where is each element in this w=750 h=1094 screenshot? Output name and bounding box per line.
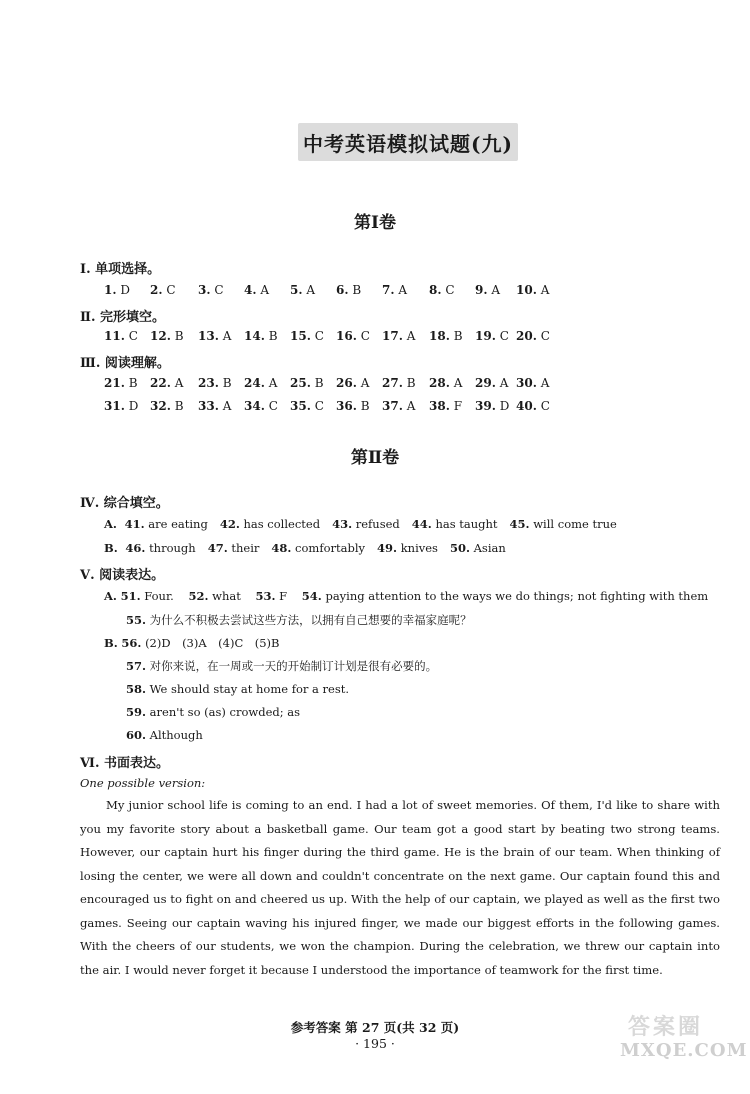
q60-answer: Although: [149, 728, 203, 742]
question-number: 23.: [198, 376, 219, 390]
watermark-site: MXQE.COM: [620, 1040, 748, 1061]
section-5-heading: Ⅴ. 阅读表达。: [80, 568, 165, 583]
question-number: 33.: [198, 399, 219, 413]
answer-choice: B: [453, 329, 463, 343]
answer-cell: [429, 376, 462, 390]
answer-choice: C: [540, 399, 550, 413]
question-number: 39.: [475, 399, 496, 413]
answer-cell: [198, 399, 231, 413]
v-a-label: A.: [104, 589, 117, 603]
answer-cell: [104, 329, 138, 343]
q52-answer: what: [212, 589, 241, 603]
q53-number: 53.: [255, 589, 276, 603]
answer-cell: [475, 329, 509, 343]
fill-item: [220, 517, 320, 531]
question-number: 29.: [475, 376, 496, 390]
answer-cell: [382, 329, 415, 343]
answer-choice: A: [306, 283, 316, 297]
q57-number: 57.: [126, 659, 147, 673]
fill-item: [510, 517, 617, 531]
q51-answer: Four.: [144, 589, 174, 603]
q54-answer: paying attention to the ways we do things; not fighting with them: [325, 589, 709, 603]
answer-choice: C: [214, 283, 224, 297]
question-number: 32.: [150, 399, 171, 413]
watermark-logo-cn: 答案圈: [628, 1014, 704, 1040]
q55-answer: 为什么不积极去尝试这些方法，以拥有自己想要的幸福家庭呢？: [149, 613, 472, 627]
answer-cell: [104, 283, 130, 297]
fill-item: [377, 541, 438, 555]
q59-answer: aren't so (as) crowded; as: [149, 705, 301, 719]
answer-choice: A: [260, 283, 270, 297]
question-number: 45.: [509, 517, 530, 531]
question-number: 28.: [429, 376, 450, 390]
question-number: 5.: [290, 283, 303, 297]
question-number: 44.: [411, 517, 432, 531]
answer-choice: A: [491, 283, 501, 297]
answer-choice: A: [222, 329, 232, 343]
iv-a-items: [121, 517, 617, 531]
answer-choice: C: [445, 283, 455, 297]
question-number: 35.: [290, 399, 311, 413]
q52-number: 52.: [188, 589, 209, 603]
question-number: 6.: [336, 283, 349, 297]
page-title: 中考英语模拟试题(九): [298, 123, 518, 161]
fill-item: [271, 541, 365, 555]
answer-choice: C: [540, 329, 550, 343]
answer-cell: [336, 376, 369, 390]
answer-choice: D: [120, 283, 130, 297]
essay-text: My junior school life is coming to an end. I had a lot of sweet memories. Of them, I'd like to share with you my favorite story about a basketball game. Our team got a good start by beating two strong teams. However, our captain hurt his finger during the third game. He is the brain of our team. When thinking of losing the center, we were all down and couldn't concentrate on the next game. Our captain found this and encouraged us to fight on and cheered us up. With the help of our captain, we played as well as the first two games. Seeing our captain waving his injured finger, we made our biggest efforts in the following games. With the cheers of our students, we won the champion. During the celebration, we threw our captain into the air. I would never forget it because I understood the importance of teamwork for the first time.: [80, 798, 720, 977]
footer-reference: 参考答案 第 27 页(共 32 页): [290, 1020, 460, 1035]
answer-cell: [244, 283, 269, 297]
fill-answer: comfortably: [295, 541, 366, 555]
answer-cell: [198, 329, 231, 343]
answer-choice: A: [398, 283, 408, 297]
answer-cell: [290, 376, 324, 390]
q59-line: [126, 705, 300, 719]
volume-1-heading: 第Ⅰ卷: [354, 213, 396, 233]
iv-b-items: [121, 541, 505, 555]
answer-cell: [198, 283, 224, 297]
q58-number: 58.: [126, 682, 147, 696]
iv-a-line: [104, 517, 617, 531]
answer-choice: A: [360, 376, 370, 390]
answer-choice: A: [453, 376, 463, 390]
fill-item: [125, 541, 195, 555]
question-number: 10.: [516, 283, 537, 297]
v-a-line: [104, 589, 708, 603]
answer-choice: A: [540, 376, 550, 390]
essay-paragraph: [80, 794, 720, 982]
q60-number: 60.: [126, 728, 147, 742]
answer-choice: A: [406, 329, 416, 343]
question-number: 22.: [150, 376, 171, 390]
q57-answer: 对你来说，在一周或一天的开始制订计划是很有必要的。: [149, 659, 438, 673]
section-4-heading: Ⅳ. 综合填空。: [80, 496, 169, 511]
v-b-label: B.: [104, 636, 118, 650]
question-number: 2.: [150, 283, 163, 297]
answer-cell: [516, 283, 549, 297]
answer-cell: [198, 376, 232, 390]
question-number: 26.: [336, 376, 357, 390]
q58-answer: We should stay at home for a rest.: [149, 682, 350, 696]
answer-cell: [150, 283, 176, 297]
answer-cell: [475, 283, 500, 297]
question-number: 20.: [516, 329, 537, 343]
question-number: 38.: [429, 399, 450, 413]
answer-cell: [104, 399, 138, 413]
question-number: 12.: [150, 329, 171, 343]
answer-cell: [244, 329, 278, 343]
question-number: 18.: [429, 329, 450, 343]
answer-choice: B: [314, 376, 324, 390]
answer-cell: [516, 376, 549, 390]
fill-item: [125, 517, 208, 531]
question-number: 3.: [198, 283, 211, 297]
question-number: 1.: [104, 283, 117, 297]
page-number: · 195 ·: [355, 1036, 395, 1051]
answer-choice: B: [268, 329, 278, 343]
question-number: 16.: [336, 329, 357, 343]
answer-choice: A: [174, 376, 184, 390]
section-1-heading: Ⅰ. 单项选择。: [80, 262, 161, 277]
answer-choice: A: [540, 283, 550, 297]
question-number: 31.: [104, 399, 125, 413]
section-2-heading: Ⅱ. 完形填空。: [80, 310, 166, 325]
iv-b-label: B.: [104, 541, 118, 555]
question-number: 11.: [104, 329, 125, 343]
fill-answer: will come true: [533, 517, 617, 531]
section-3-heading: Ⅲ. 阅读理解。: [80, 356, 170, 371]
question-number: 42.: [219, 517, 240, 531]
answer-choice: B: [406, 376, 416, 390]
q56-number: 56.: [121, 636, 142, 650]
answer-cell: [150, 376, 183, 390]
answer-cell: [244, 399, 278, 413]
question-number: 19.: [475, 329, 496, 343]
answer-cell: [336, 399, 370, 413]
q59-number: 59.: [126, 705, 147, 719]
answer-cell: [150, 399, 184, 413]
answer-choice: B: [360, 399, 370, 413]
answer-cell: [290, 283, 315, 297]
answer-cell: [516, 399, 550, 413]
fill-answer: has taught: [435, 517, 498, 531]
answer-choice: C: [499, 329, 509, 343]
question-number: 50.: [449, 541, 470, 555]
q54-number: 54.: [301, 589, 322, 603]
answer-cell: [475, 399, 509, 413]
question-number: 14.: [244, 329, 265, 343]
fill-item: [332, 517, 400, 531]
answer-cell: [382, 283, 407, 297]
essay-label: One possible version:: [80, 776, 206, 790]
q53-answer: F: [279, 589, 288, 603]
section-6-heading: Ⅵ. 书面表达。: [80, 756, 170, 771]
q55-line: [126, 612, 472, 628]
question-number: 43.: [332, 517, 353, 531]
answer-cell: [336, 329, 370, 343]
fill-answer: are eating: [148, 517, 208, 531]
q51-number: 51.: [120, 589, 141, 603]
answer-cell: [429, 283, 455, 297]
q60-line: [126, 728, 203, 742]
fill-item: [208, 541, 260, 555]
answer-choice: A: [406, 399, 416, 413]
answer-cell: [516, 329, 550, 343]
fill-item: [412, 517, 498, 531]
answer-choice: B: [352, 283, 362, 297]
answer-cell: [290, 399, 324, 413]
fill-answer: Asian: [473, 541, 506, 555]
answer-cell: [429, 399, 462, 413]
answer-choice: D: [499, 399, 510, 413]
fill-answer: refused: [355, 517, 400, 531]
question-number: 37.: [382, 399, 403, 413]
v-b-line: [104, 635, 280, 651]
answer-choice: C: [128, 329, 138, 343]
fill-answer: through: [149, 541, 196, 555]
answer-choice: F: [453, 399, 463, 413]
answer-choice: C: [268, 399, 278, 413]
answer-choice: C: [360, 329, 370, 343]
q56-answer: (2)D (3)A (4)C (5)B: [145, 636, 280, 650]
question-number: 34.: [244, 399, 265, 413]
answer-cell: [150, 329, 184, 343]
iv-b-line: [104, 541, 506, 555]
fill-answer: has collected: [243, 517, 321, 531]
answer-cell: [429, 329, 463, 343]
question-number: 27.: [382, 376, 403, 390]
answer-cell: [475, 376, 508, 390]
answer-cell: [244, 376, 277, 390]
answer-choice: A: [268, 376, 278, 390]
question-number: 30.: [516, 376, 537, 390]
question-number: 24.: [244, 376, 265, 390]
question-number: 41.: [124, 517, 145, 531]
answer-choice: A: [222, 399, 232, 413]
question-number: 13.: [198, 329, 219, 343]
question-number: 46.: [125, 541, 146, 555]
question-number: 25.: [290, 376, 311, 390]
question-number: 21.: [104, 376, 125, 390]
question-number: 15.: [290, 329, 311, 343]
question-number: 48.: [271, 541, 292, 555]
answer-choice: D: [128, 399, 139, 413]
answer-choice: C: [314, 399, 324, 413]
question-number: 17.: [382, 329, 403, 343]
answer-choice: B: [174, 399, 184, 413]
q55-number: 55.: [126, 613, 147, 627]
answer-cell: [104, 376, 138, 390]
fill-answer: their: [231, 541, 260, 555]
fill-item: [450, 541, 506, 555]
iv-a-label: A.: [104, 517, 117, 531]
question-number: 4.: [244, 283, 257, 297]
answer-cell: [336, 283, 361, 297]
answer-choice: B: [222, 376, 232, 390]
answer-choice: C: [314, 329, 324, 343]
question-number: 7.: [382, 283, 395, 297]
answer-choice: C: [166, 283, 176, 297]
answer-cell: [382, 376, 416, 390]
answer-choice: B: [128, 376, 138, 390]
question-number: 40.: [516, 399, 537, 413]
q57-line: [126, 658, 437, 674]
volume-2-heading: 第Ⅱ卷: [350, 448, 400, 468]
question-number: 36.: [336, 399, 357, 413]
question-number: 8.: [429, 283, 442, 297]
question-number: 47.: [207, 541, 228, 555]
answer-cell: [382, 399, 415, 413]
answer-cell: [290, 329, 324, 343]
question-number: 49.: [377, 541, 398, 555]
q58-line: [126, 682, 349, 696]
answer-choice: A: [499, 376, 509, 390]
question-number: 9.: [475, 283, 488, 297]
answer-choice: B: [174, 329, 184, 343]
fill-answer: knives: [400, 541, 438, 555]
